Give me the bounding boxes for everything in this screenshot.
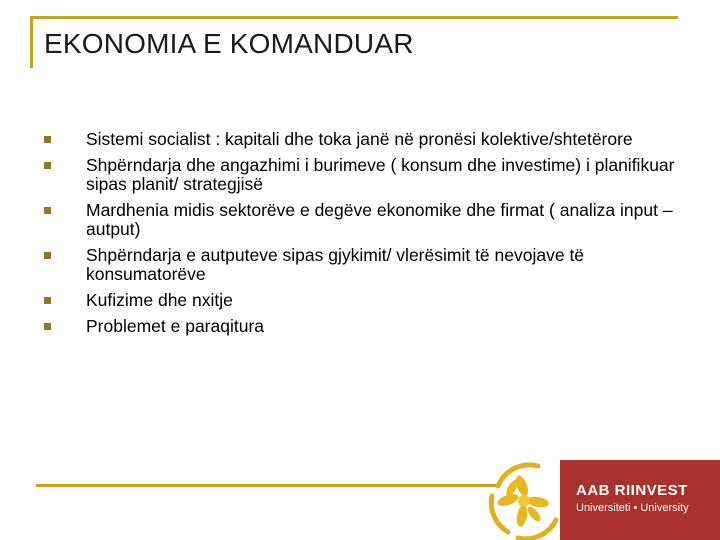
- square-bullet-icon: [44, 162, 51, 169]
- bullet-item: [44, 291, 684, 310]
- title-frame-top-rule: [30, 16, 678, 19]
- title-frame-left-rule: [30, 16, 33, 68]
- bullet-text: Mardhenia midis sektorëve e degëve ekonomike dhe firmat ( analiza input –autput): [86, 200, 673, 239]
- square-bullet-icon: [44, 297, 51, 304]
- footer-rule: [36, 484, 500, 487]
- brand-logo-box: [560, 460, 720, 540]
- bullet-text: Shpërndarja dhe angazhimi i burimeve ( konsum dhe investime) i planifikuar sipas planit/ strategjisë: [86, 155, 675, 194]
- bullet-text: Sistemi socialist : kapitali dhe toka janë në pronësi kolektive/shtetërore: [86, 129, 633, 149]
- bullet-list: [44, 130, 684, 343]
- square-bullet-icon: [44, 323, 51, 330]
- bullet-text: Problemet e paraqitura: [86, 316, 265, 336]
- bullet-item: [44, 317, 684, 336]
- bullet-item: [44, 246, 684, 284]
- brand-name: AAB RIINVEST: [576, 482, 688, 499]
- slide-title: EKONOMIA E KOMANDUAR: [44, 28, 414, 59]
- square-bullet-icon: [44, 207, 51, 214]
- brand-tagline: Universiteti • University: [576, 502, 689, 514]
- sunburst-logo-icon: [478, 456, 566, 540]
- square-bullet-icon: [44, 252, 51, 259]
- bullet-item: [44, 130, 684, 149]
- bullet-item: [44, 156, 684, 194]
- bullet-item: [44, 201, 684, 239]
- bullet-text: Shpërndarja e autputeve sipas gjykimit/ vlerësimit të nevojave të konsumatorëve: [86, 245, 585, 284]
- square-bullet-icon: [44, 136, 51, 143]
- bullet-text: Kufizime dhe nxitje: [86, 290, 233, 310]
